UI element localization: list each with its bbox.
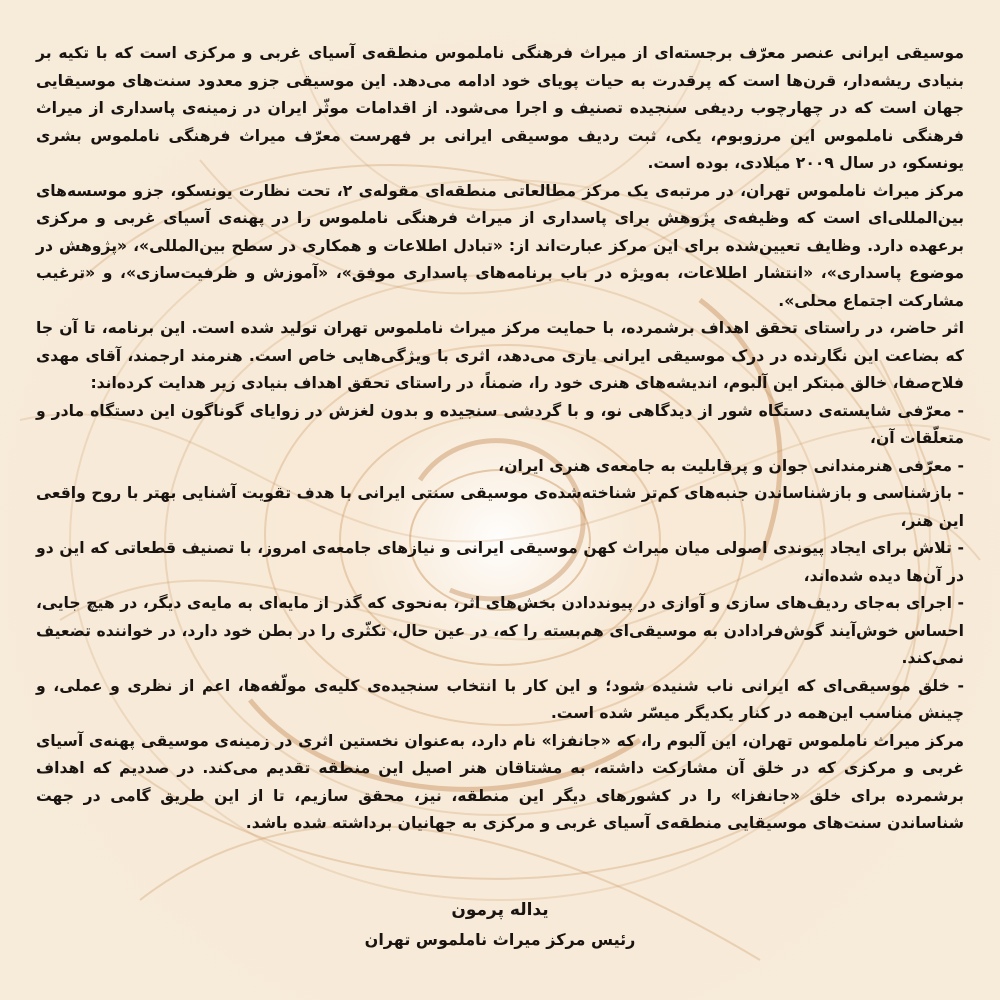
center-description-paragraph: مرکز میراث ناملموس تهران، در مرتبه‌ی یک مرکز مطالعاتی منطقه‌ای مقوله‌ی ۲، تحت نظارت یونسکو، جزو موسسه‌های بین‌المللی‌ای است که وظیفه‌ی پژوهش برای پاسداری از میراث فرهنگی ناملموس را در پهنه‌ی آسیای غربی و مرکزی برعهده دارد. وظایف تعیین‌شده برای این مرکز عبارت‌اند از: «تبادل اطلاعات و همکاری در سطح بین‌المللی»، «پژوهش در موضوع پاسداری»، «انتشار اطلاعات، به‌ویژه در باب برنامه‌های پاسداری موفق»، «آموزش و ظرفیت‌سازی»، و «ترغیب مشارکت اجتماع محلی». <box>36 181 964 310</box>
signatory-title: رئیس مرکز میراث ناملموس تهران <box>364 930 636 949</box>
signature-block <box>0 895 1000 955</box>
goal-item: - تلاش برای ایجاد پیوندی اصولی میان میراث کهن موسیقی ایرانی و نیازهای جامعه‌ی امروز، با تصنیف قطعاتی که این دو در آن‌ها دیده شده‌اند، <box>36 539 964 585</box>
intro-paragraph: موسیقی ایرانی عنصر معرّف برجسته‌ای از میراث فرهنگی ناملموس منطقه‌ی آسیای غربی و مرکزی است که با تکیه بر بنیادی ریشه‌دار، قرن‌ها است که پرقدرت به حیات پویای خود ادامه می‌دهد. این موسیقی جزو معدود سنت‌های موسیقایی جهان است که در چهارچوب ردیفی سنجیده تصنیف و اجرا می‌شود. از اقدامات موثّر ایران در زمینه‌ی پاسداری از میراث فرهنگی ناملموس این مرزوبوم، یکی، ثبت ردیف موسیقی ایرانی بر فهرست معرّف میراث فرهنگی ناملموس بشری یونسکو، در سال ۲۰۰۹ میلادی، بوده است. <box>36 44 964 172</box>
goal-item: - معرّفی هنرمندانی جوان و پرقابلیت به جامعه‌ی هنری ایران، <box>498 456 964 475</box>
signatory-name: یداله پرمون <box>451 900 549 920</box>
goal-item: - خلق موسیقی‌ای که ایرانی ناب شنیده شود؛ و این کار با انتخاب سنجیده‌ی کلیه‌ی مولّفه‌ها، اعم از نظری و عملی، و چینش مناسب این‌همه در کنار یکدیگر میسّر شده است. <box>36 676 964 722</box>
goal-item: - بازشناسی و بازشناساندن جنبه‌های کم‌تر شناخته‌شده‌ی موسیقی سنتی ایرانی با هدف تقویت آشنایی بهتر با روح واقعی این هنر، <box>36 484 964 530</box>
goal-item: - اجرای به‌جای ردیف‌های سازی و آوازی در پیونددادن بخش‌های اثر، به‌نحوی که گذر از مایه‌ای به مایه‌ی دیگر، در هیچ جایی، احساس خوش‌آیند گوش‌فرادادن به موسیقی‌ای هم‌بسته را که، در عین حال، تکثّری را در بطن خود دارد، در خواننده تضعیف نمی‌کند. <box>36 594 964 667</box>
document-body <box>36 40 964 838</box>
album-goals-intro-paragraph: اثر حاضر، در راستای تحقق اهداف برشمرده، با حمایت مرکز میراث ناملموس تهران تولید شده است. این برنامه، تا آن جا که بضاعت این نگارنده در درک موسیقی ایرانی یاری می‌دهد، اثری با ویژگی‌هایی خاص است. هنرمند ارجمند، آقای مهدی فلاح‌صفا، خالق مبتکر این آلبوم، اندیشه‌های هنری خود را، ضمناً، در راستای تحقق اهداف بنیادی زیر هدایت کرده‌اند: <box>36 319 964 392</box>
goal-item: - معرّفی شایسته‌ی دستگاه شور از دیدگاهی نو، و با گردشی سنجیده و بدون لغزش در زوایای گوناگون این دستگاه مادر و متعلّقات آن، <box>36 401 964 447</box>
closing-paragraph: مرکز میراث ناملموس تهران، این آلبوم را، که «جانفزا» نام دارد، به‌عنوان نخستین اثری در زمینه‌ی موسیقی پهنه‌ی آسیای غربی و مرکزی که در خلق آن مشارکت داشته، به مشتاقان هنر اصیل این منطقه تقدیم می‌کند. در صددیم که اهداف برشمرده برای خلق «جانفزا» را در کشورهای دیگر این منطقه، نیز، محقق سازیم، تا از این طریق گامی در جهت شناساندن سنت‌های موسیقایی منطقه‌ی آسیای غربی و مرکزی به جهانیان برداشته شده باشد. <box>36 731 964 832</box>
